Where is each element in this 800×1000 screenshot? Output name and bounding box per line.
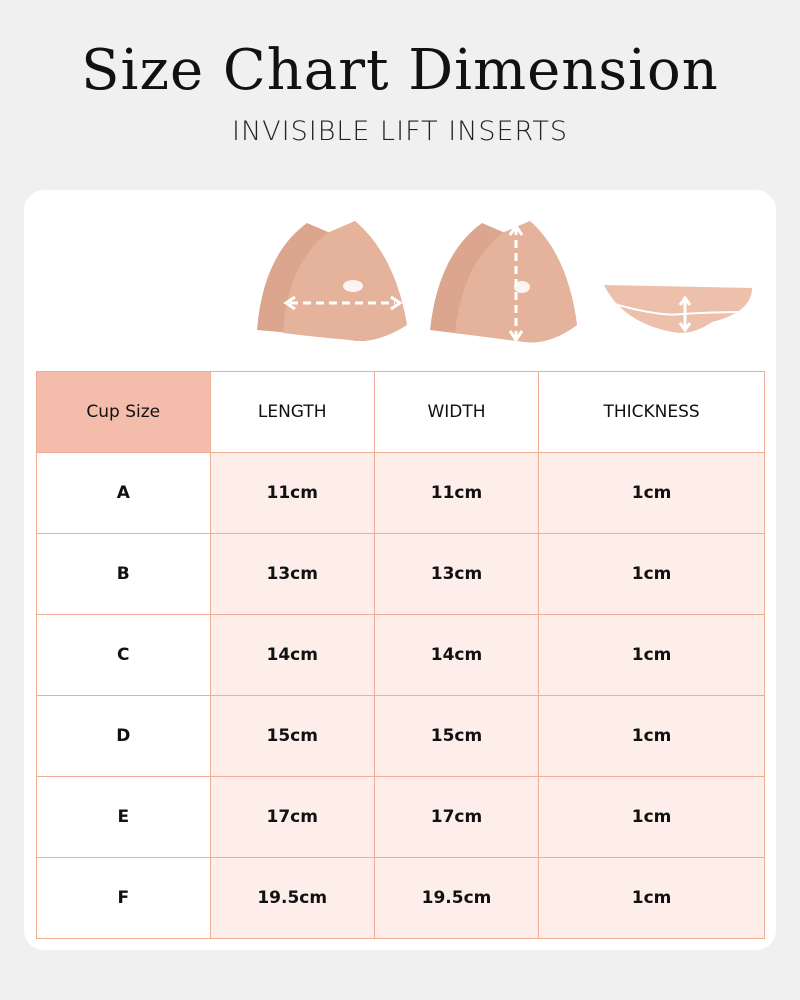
thickness-cell: 1cm <box>539 777 765 858</box>
cup-size-cell: C <box>37 615 211 696</box>
insert-thickness-image <box>602 282 754 337</box>
cup-size-cell: D <box>37 696 211 777</box>
table-row <box>37 453 765 534</box>
width-cell: 13cm <box>374 534 538 615</box>
cup-size-cell: A <box>37 453 211 534</box>
table-row <box>37 534 765 615</box>
length-cell: 15cm <box>210 696 374 777</box>
table-row <box>37 777 765 858</box>
length-cell: 14cm <box>210 615 374 696</box>
page-title: Size Chart Dimension <box>81 38 719 103</box>
length-cell: 13cm <box>210 534 374 615</box>
width-cell: 17cm <box>374 777 538 858</box>
table-row <box>37 858 765 939</box>
width-cell: 11cm <box>374 453 538 534</box>
thickness-cell: 1cm <box>539 615 765 696</box>
width-cell: 14cm <box>374 615 538 696</box>
width-cell: 19.5cm <box>374 858 538 939</box>
insert-width-image <box>430 215 580 345</box>
cup-size-cell: F <box>37 858 211 939</box>
insert-length-image <box>255 215 410 345</box>
thickness-cell: 1cm <box>539 696 765 777</box>
header-width: WIDTH <box>374 372 538 453</box>
length-cell: 11cm <box>210 453 374 534</box>
table-header-row <box>37 372 765 453</box>
table-row <box>37 615 765 696</box>
cup-size-cell: E <box>37 777 211 858</box>
width-cell: 15cm <box>374 696 538 777</box>
cup-size-cell: B <box>37 534 211 615</box>
thickness-cell: 1cm <box>539 534 765 615</box>
table-row <box>37 696 765 777</box>
header-cup-size: Cup Size <box>37 372 211 453</box>
thickness-cell: 1cm <box>539 453 765 534</box>
header-length: LENGTH <box>210 372 374 453</box>
thickness-cell: 1cm <box>539 858 765 939</box>
header-thickness: THICKNESS <box>539 372 765 453</box>
length-cell: 17cm <box>210 777 374 858</box>
page-subtitle: INVISIBLE LIFT INSERTS <box>232 116 568 147</box>
length-cell: 19.5cm <box>210 858 374 939</box>
size-table <box>36 371 765 939</box>
